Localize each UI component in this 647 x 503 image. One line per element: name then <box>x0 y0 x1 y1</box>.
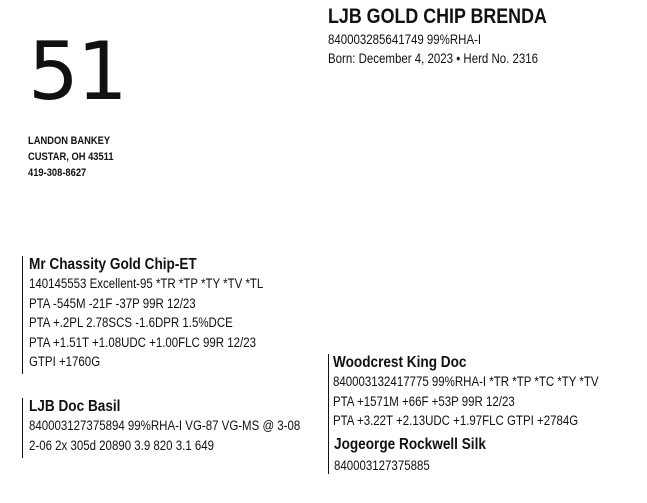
dam-sire-line: PTA +1571M +66F +53P 99R 12/23 <box>333 393 515 409</box>
dam-record-line: 2-06 2x 305d 20890 3.9 820 3.1 649 <box>29 437 215 453</box>
dam-dam-name: Jogeorge Rockwell Silk <box>334 436 486 453</box>
dam-sire-name: Woodcrest King Doc <box>333 354 467 371</box>
animal-born-line: Born: December 4, 2023 • Herd No. 2316 <box>328 51 539 66</box>
sire-line: GTPI +1760G <box>29 354 101 369</box>
sire-line: PTA +.2PL 2.78SCS -1.6DPR 1.5%DCE <box>29 315 233 330</box>
lot-number: 51 <box>28 25 126 118</box>
consignor-city: CUSTAR, OH 43511 <box>28 151 114 163</box>
animal-name: LJB GOLD CHIP BRENDA <box>328 5 547 28</box>
dam-name: LJB Doc Basil <box>29 398 121 415</box>
dam-block <box>22 398 348 458</box>
consignor-phone: 419-308-8627 <box>28 167 87 179</box>
dam-sire-line: 840003132417775 99%RHA-I *TR *TP *TC *TY *TV <box>333 374 599 389</box>
consignor-name: LANDON BANKEY <box>28 135 111 147</box>
sire-line: PTA -545M -21F -37P 99R 12/23 <box>29 295 196 311</box>
sire-line: PTA +1.51T +1.08UDC +1.00FLC 99R 12/23 <box>29 334 256 350</box>
sire-block <box>22 256 305 374</box>
animal-id-line: 840003285641749 99%RHA-I <box>328 32 482 47</box>
dam-dam-id-line: 840003127375885 <box>334 458 430 473</box>
dam-line: 840003127375894 99%RHA-I VG-87 VG-MS @ 3-08 <box>29 418 301 433</box>
sire-line: 140145553 Excellent-95 *TR *TP *TY *TV *TL <box>29 276 264 291</box>
sire-name: Mr Chassity Gold Chip-ET <box>29 256 197 273</box>
dam-sire-line: PTA +3.22T +2.13UDC +1.97FLC GTPI +2784G <box>333 413 579 428</box>
consignor-block <box>28 133 114 181</box>
